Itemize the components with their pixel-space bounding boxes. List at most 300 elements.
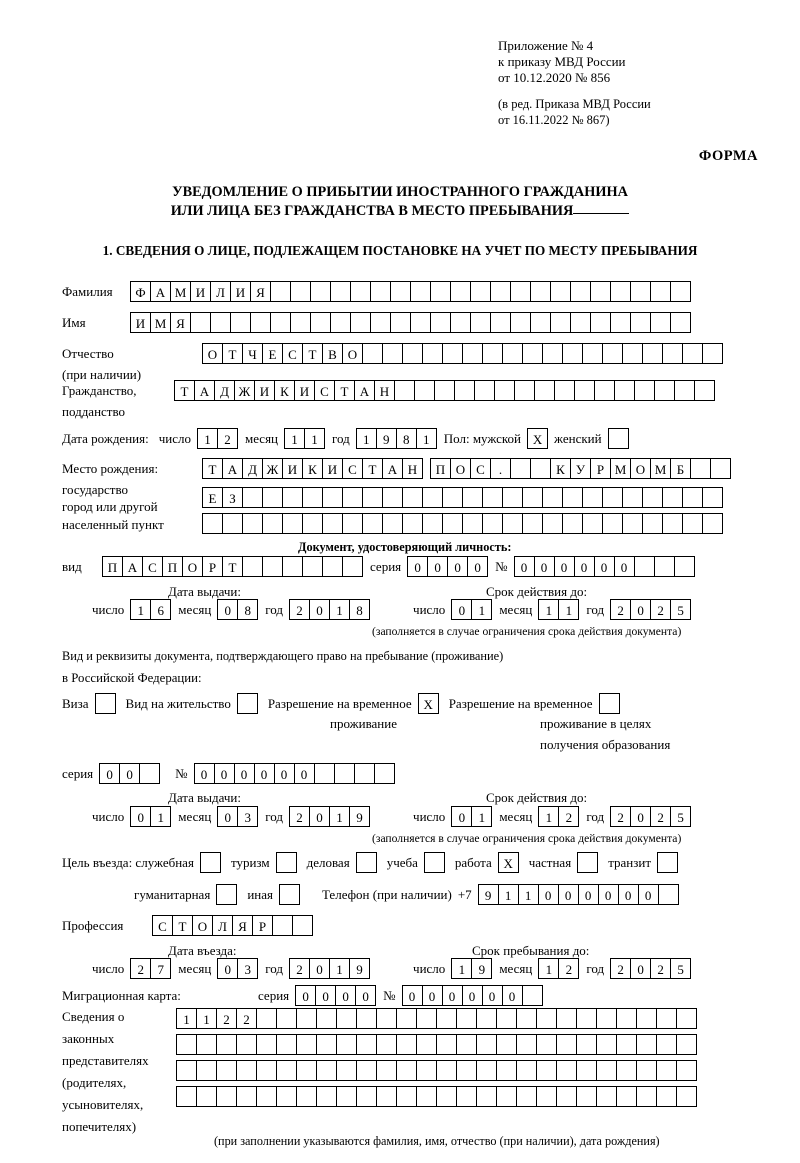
form-cell[interactable]: 2 (289, 599, 310, 620)
form-cell[interactable] (622, 487, 643, 508)
form-cell[interactable] (242, 487, 263, 508)
form-cell[interactable] (522, 513, 543, 534)
form-cell[interactable] (290, 312, 311, 333)
form-cell[interactable] (414, 380, 435, 401)
form-cell[interactable]: 1 (471, 599, 492, 620)
legal-rep-input-3[interactable] (176, 1060, 696, 1081)
form-cell[interactable] (262, 513, 283, 534)
form-cell[interactable] (416, 1008, 437, 1029)
form-cell[interactable]: 0 (451, 599, 472, 620)
form-cell[interactable] (550, 312, 571, 333)
form-cell[interactable] (630, 312, 651, 333)
form-cell[interactable] (282, 556, 303, 577)
form-cell[interactable]: 0 (630, 599, 651, 620)
form-cell[interactable]: О (192, 915, 213, 936)
form-cell[interactable]: 2 (236, 1008, 257, 1029)
form-cell[interactable] (342, 556, 363, 577)
form-cell[interactable] (422, 487, 443, 508)
stay-valid-day-input[interactable] (451, 806, 491, 827)
form-cell[interactable] (522, 343, 543, 364)
form-cell[interactable] (576, 1086, 597, 1107)
form-cell[interactable] (490, 281, 511, 302)
citizenship-input[interactable] (174, 380, 714, 401)
form-cell[interactable] (434, 380, 455, 401)
temp-residence-checkbox[interactable]: X (418, 693, 439, 714)
form-cell[interactable] (202, 513, 223, 534)
form-cell[interactable] (242, 556, 263, 577)
form-cell[interactable]: 2 (650, 599, 671, 620)
form-cell[interactable] (196, 1034, 217, 1055)
form-cell[interactable] (536, 1008, 557, 1029)
form-cell[interactable]: 0 (422, 985, 443, 1006)
form-cell[interactable] (574, 380, 595, 401)
form-cell[interactable] (642, 343, 663, 364)
form-cell[interactable] (496, 1086, 517, 1107)
form-cell[interactable] (582, 487, 603, 508)
form-cell[interactable]: Е (262, 343, 283, 364)
form-cell[interactable]: 7 (150, 958, 171, 979)
sex-female-checkbox[interactable] (608, 428, 629, 449)
form-cell[interactable]: 2 (650, 806, 671, 827)
form-cell[interactable]: О (342, 343, 363, 364)
form-cell[interactable] (216, 1034, 237, 1055)
form-cell[interactable] (476, 1060, 497, 1081)
form-cell[interactable] (310, 281, 331, 302)
form-cell[interactable] (614, 380, 635, 401)
form-cell[interactable] (516, 1034, 537, 1055)
form-cell[interactable] (470, 312, 491, 333)
form-cell[interactable] (410, 281, 431, 302)
form-cell[interactable] (476, 1086, 497, 1107)
form-cell[interactable] (402, 513, 423, 534)
purpose-private-checkbox[interactable] (577, 852, 598, 873)
form-cell[interactable]: 0 (482, 985, 503, 1006)
form-cell[interactable] (602, 513, 623, 534)
form-cell[interactable]: 2 (558, 958, 579, 979)
form-cell[interactable] (656, 1086, 677, 1107)
form-cell[interactable] (282, 487, 303, 508)
form-cell[interactable] (670, 281, 691, 302)
form-cell[interactable] (342, 513, 363, 534)
form-cell[interactable] (292, 915, 313, 936)
form-cell[interactable] (596, 1034, 617, 1055)
form-cell[interactable]: 2 (650, 958, 671, 979)
form-cell[interactable] (662, 513, 683, 534)
form-cell[interactable]: И (322, 458, 343, 479)
doc-number-input[interactable] (514, 556, 694, 577)
form-cell[interactable] (396, 1086, 417, 1107)
form-cell[interactable] (354, 763, 375, 784)
birth-city-input-row2[interactable] (202, 487, 722, 508)
form-cell[interactable] (516, 1086, 537, 1107)
name-input[interactable] (130, 312, 690, 333)
form-cell[interactable]: 8 (237, 599, 258, 620)
form-cell[interactable] (682, 487, 703, 508)
form-cell[interactable] (522, 985, 543, 1006)
form-cell[interactable] (450, 312, 471, 333)
form-cell[interactable] (616, 1060, 637, 1081)
form-cell[interactable] (456, 1060, 477, 1081)
form-cell[interactable]: 0 (234, 763, 255, 784)
visa-checkbox[interactable] (95, 693, 116, 714)
form-cell[interactable]: 3 (237, 806, 258, 827)
form-cell[interactable] (576, 1034, 597, 1055)
form-cell[interactable] (702, 343, 723, 364)
form-cell[interactable] (356, 1086, 377, 1107)
form-cell[interactable] (650, 281, 671, 302)
form-cell[interactable]: 0 (294, 763, 315, 784)
form-cell[interactable]: Б (670, 458, 691, 479)
form-cell[interactable] (394, 380, 415, 401)
form-cell[interactable]: 0 (254, 763, 275, 784)
form-cell[interactable] (402, 487, 423, 508)
form-cell[interactable] (390, 281, 411, 302)
form-cell[interactable] (410, 312, 431, 333)
form-cell[interactable]: А (150, 281, 171, 302)
form-cell[interactable] (530, 312, 551, 333)
birth-city-input-row1[interactable] (430, 458, 730, 479)
form-cell[interactable] (556, 1060, 577, 1081)
form-cell[interactable] (390, 312, 411, 333)
form-cell[interactable] (356, 1008, 377, 1029)
form-cell[interactable]: О (182, 556, 203, 577)
form-cell[interactable]: 8 (349, 599, 370, 620)
form-cell[interactable]: 1 (329, 806, 350, 827)
form-cell[interactable]: З (222, 487, 243, 508)
purpose-service-checkbox[interactable] (200, 852, 221, 873)
form-cell[interactable] (370, 312, 391, 333)
form-cell[interactable]: И (282, 458, 303, 479)
form-cell[interactable] (276, 1008, 297, 1029)
form-cell[interactable]: 0 (447, 556, 468, 577)
form-cell[interactable]: М (170, 281, 191, 302)
form-cell[interactable]: 9 (349, 806, 370, 827)
form-cell[interactable] (210, 312, 231, 333)
profession-input[interactable] (152, 915, 312, 936)
form-cell[interactable] (456, 1034, 477, 1055)
form-cell[interactable] (396, 1008, 417, 1029)
stay-valid-year-input[interactable] (610, 806, 690, 827)
form-cell[interactable] (590, 312, 611, 333)
form-cell[interactable] (596, 1086, 617, 1107)
form-cell[interactable] (362, 343, 383, 364)
form-cell[interactable]: 0 (99, 763, 120, 784)
form-cell[interactable] (522, 487, 543, 508)
form-cell[interactable]: А (382, 458, 403, 479)
form-cell[interactable]: 0 (594, 556, 615, 577)
legal-rep-input-4[interactable] (176, 1086, 696, 1107)
form-cell[interactable] (430, 312, 451, 333)
form-cell[interactable] (436, 1060, 457, 1081)
form-cell[interactable]: 1 (498, 884, 519, 905)
form-cell[interactable] (482, 487, 503, 508)
form-cell[interactable] (536, 1034, 557, 1055)
form-cell[interactable]: Т (222, 556, 243, 577)
form-cell[interactable] (530, 458, 551, 479)
form-cell[interactable] (656, 1034, 677, 1055)
form-cell[interactable]: 2 (216, 1008, 237, 1029)
form-cell[interactable] (302, 513, 323, 534)
form-cell[interactable] (382, 513, 403, 534)
form-cell[interactable] (296, 1034, 317, 1055)
form-cell[interactable] (556, 1034, 577, 1055)
form-cell[interactable] (376, 1008, 397, 1029)
form-cell[interactable] (710, 458, 731, 479)
form-cell[interactable]: Н (374, 380, 395, 401)
form-cell[interactable] (682, 513, 703, 534)
form-cell[interactable]: 0 (217, 599, 238, 620)
form-cell[interactable]: М (150, 312, 171, 333)
form-cell[interactable] (474, 380, 495, 401)
form-cell[interactable] (576, 1008, 597, 1029)
form-cell[interactable]: Т (302, 343, 323, 364)
form-cell[interactable]: Р (590, 458, 611, 479)
phone-input[interactable] (478, 884, 678, 905)
form-cell[interactable] (616, 1034, 637, 1055)
form-cell[interactable]: К (302, 458, 323, 479)
form-cell[interactable] (374, 763, 395, 784)
form-cell[interactable]: С (142, 556, 163, 577)
form-cell[interactable]: С (342, 458, 363, 479)
form-cell[interactable] (316, 1008, 337, 1029)
form-cell[interactable] (654, 556, 675, 577)
legal-rep-input-2[interactable] (176, 1034, 696, 1055)
form-cell[interactable] (356, 1060, 377, 1081)
form-cell[interactable] (376, 1086, 397, 1107)
form-cell[interactable] (436, 1008, 457, 1029)
form-cell[interactable] (582, 513, 603, 534)
form-cell[interactable] (616, 1008, 637, 1029)
form-cell[interactable]: 0 (598, 884, 619, 905)
form-cell[interactable] (582, 343, 603, 364)
form-cell[interactable]: Т (334, 380, 355, 401)
form-cell[interactable]: Т (362, 458, 383, 479)
form-cell[interactable] (542, 487, 563, 508)
form-cell[interactable] (562, 343, 583, 364)
form-cell[interactable]: 0 (618, 884, 639, 905)
form-cell[interactable] (596, 1008, 617, 1029)
form-cell[interactable]: 1 (329, 599, 350, 620)
form-cell[interactable] (336, 1060, 357, 1081)
purpose-study-checkbox[interactable] (424, 852, 445, 873)
form-cell[interactable]: 1 (558, 599, 579, 620)
valid-day-input[interactable] (451, 599, 491, 620)
form-cell[interactable]: Р (202, 556, 223, 577)
form-cell[interactable]: 0 (462, 985, 483, 1006)
form-cell[interactable]: 0 (295, 985, 316, 1006)
form-cell[interactable]: 1 (304, 428, 325, 449)
form-cell[interactable] (536, 1086, 557, 1107)
form-cell[interactable] (534, 380, 555, 401)
form-cell[interactable] (442, 343, 463, 364)
form-cell[interactable] (422, 513, 443, 534)
form-cell[interactable] (456, 1086, 477, 1107)
entry-year-input[interactable] (289, 958, 369, 979)
form-cell[interactable]: А (194, 380, 215, 401)
surname-input[interactable] (130, 281, 690, 302)
form-cell[interactable] (650, 312, 671, 333)
form-cell[interactable] (516, 1008, 537, 1029)
purpose-other-checkbox[interactable] (279, 884, 300, 905)
form-cell[interactable]: 2 (130, 958, 151, 979)
form-cell[interactable]: О (202, 343, 223, 364)
form-cell[interactable]: 1 (284, 428, 305, 449)
form-cell[interactable]: 1 (196, 1008, 217, 1029)
form-cell[interactable]: Л (212, 915, 233, 936)
form-cell[interactable]: П (102, 556, 123, 577)
form-cell[interactable] (610, 281, 631, 302)
form-cell[interactable]: 0 (274, 763, 295, 784)
form-cell[interactable]: В (322, 343, 343, 364)
form-cell[interactable]: Т (174, 380, 195, 401)
form-cell[interactable]: И (230, 281, 251, 302)
form-cell[interactable]: Я (170, 312, 191, 333)
form-cell[interactable] (322, 513, 343, 534)
form-cell[interactable] (430, 281, 451, 302)
form-cell[interactable]: К (274, 380, 295, 401)
doc-series-input[interactable] (407, 556, 487, 577)
form-cell[interactable]: 9 (376, 428, 397, 449)
form-cell[interactable] (216, 1086, 237, 1107)
form-cell[interactable] (416, 1034, 437, 1055)
form-cell[interactable]: 0 (119, 763, 140, 784)
form-cell[interactable]: 0 (442, 985, 463, 1006)
form-cell[interactable] (676, 1008, 697, 1029)
form-cell[interactable] (702, 487, 723, 508)
purpose-transit-checkbox[interactable] (657, 852, 678, 873)
form-cell[interactable]: 1 (329, 958, 350, 979)
form-cell[interactable] (550, 281, 571, 302)
form-cell[interactable]: 5 (670, 599, 691, 620)
form-cell[interactable]: 8 (396, 428, 417, 449)
form-cell[interactable]: 1 (130, 599, 151, 620)
form-cell[interactable] (356, 1034, 377, 1055)
form-cell[interactable] (570, 312, 591, 333)
form-cell[interactable] (436, 1086, 457, 1107)
form-cell[interactable]: 0 (309, 958, 330, 979)
stay-issue-day-input[interactable] (130, 806, 170, 827)
form-cell[interactable]: М (650, 458, 671, 479)
form-cell[interactable]: 2 (558, 806, 579, 827)
form-cell[interactable] (256, 1008, 277, 1029)
form-cell[interactable] (256, 1060, 277, 1081)
form-cell[interactable] (690, 458, 711, 479)
form-cell[interactable]: 0 (574, 556, 595, 577)
form-cell[interactable] (316, 1034, 337, 1055)
stay-end-day-input[interactable] (451, 958, 491, 979)
form-cell[interactable]: 0 (578, 884, 599, 905)
form-cell[interactable] (594, 380, 615, 401)
form-cell[interactable] (270, 281, 291, 302)
form-cell[interactable] (362, 513, 383, 534)
stay-end-year-input[interactable] (610, 958, 690, 979)
form-cell[interactable]: 0 (315, 985, 336, 1006)
form-cell[interactable]: 0 (630, 806, 651, 827)
form-cell[interactable] (676, 1086, 697, 1107)
form-cell[interactable] (296, 1060, 317, 1081)
form-cell[interactable]: 1 (518, 884, 539, 905)
form-cell[interactable]: Ж (262, 458, 283, 479)
form-cell[interactable] (370, 281, 391, 302)
form-cell[interactable] (622, 343, 643, 364)
form-cell[interactable] (682, 343, 703, 364)
form-cell[interactable] (602, 343, 623, 364)
form-cell[interactable]: 1 (538, 599, 559, 620)
form-cell[interactable]: Н (402, 458, 423, 479)
issue-year-input[interactable] (289, 599, 369, 620)
form-cell[interactable] (636, 1060, 657, 1081)
form-cell[interactable]: 1 (356, 428, 377, 449)
form-cell[interactable] (302, 556, 323, 577)
migration-series-input[interactable] (295, 985, 375, 1006)
form-cell[interactable] (562, 487, 583, 508)
stay-issue-year-input[interactable] (289, 806, 369, 827)
form-cell[interactable]: . (490, 458, 511, 479)
issue-day-input[interactable] (130, 599, 170, 620)
form-cell[interactable]: Л (210, 281, 231, 302)
valid-year-input[interactable] (610, 599, 690, 620)
form-cell[interactable] (462, 487, 483, 508)
form-cell[interactable] (514, 380, 535, 401)
form-cell[interactable] (674, 380, 695, 401)
form-cell[interactable] (350, 281, 371, 302)
form-cell[interactable]: С (470, 458, 491, 479)
entry-month-input[interactable] (217, 958, 257, 979)
stay-valid-month-input[interactable] (538, 806, 578, 827)
form-cell[interactable]: П (430, 458, 451, 479)
form-cell[interactable] (322, 487, 343, 508)
form-cell[interactable]: 0 (534, 556, 555, 577)
form-cell[interactable]: 1 (538, 958, 559, 979)
form-cell[interactable]: И (190, 281, 211, 302)
form-cell[interactable]: О (450, 458, 471, 479)
form-cell[interactable] (236, 1086, 257, 1107)
form-cell[interactable]: 9 (478, 884, 499, 905)
form-cell[interactable] (382, 343, 403, 364)
form-cell[interactable] (270, 312, 291, 333)
form-cell[interactable] (462, 513, 483, 534)
form-cell[interactable] (196, 1086, 217, 1107)
form-cell[interactable] (494, 380, 515, 401)
form-cell[interactable] (450, 281, 471, 302)
form-cell[interactable]: 0 (558, 884, 579, 905)
form-cell[interactable] (482, 513, 503, 534)
form-cell[interactable]: А (122, 556, 143, 577)
form-cell[interactable]: 9 (471, 958, 492, 979)
form-cell[interactable] (656, 1060, 677, 1081)
form-cell[interactable]: 1 (538, 806, 559, 827)
form-cell[interactable] (416, 1086, 437, 1107)
stay-issue-month-input[interactable] (217, 806, 257, 827)
form-cell[interactable] (670, 312, 691, 333)
form-cell[interactable] (542, 513, 563, 534)
form-cell[interactable]: О (630, 458, 651, 479)
form-cell[interactable]: 0 (554, 556, 575, 577)
form-cell[interactable] (236, 1060, 257, 1081)
form-cell[interactable]: Е (202, 487, 223, 508)
form-cell[interactable]: 1 (176, 1008, 197, 1029)
form-cell[interactable] (236, 1034, 257, 1055)
form-cell[interactable]: У (570, 458, 591, 479)
form-cell[interactable]: 0 (355, 985, 376, 1006)
form-cell[interactable]: 0 (427, 556, 448, 577)
birth-year-input[interactable] (356, 428, 436, 449)
patronymic-input[interactable] (202, 343, 722, 364)
form-cell[interactable] (296, 1008, 317, 1029)
form-cell[interactable] (476, 1034, 497, 1055)
form-cell[interactable]: С (314, 380, 335, 401)
form-cell[interactable] (336, 1008, 357, 1029)
